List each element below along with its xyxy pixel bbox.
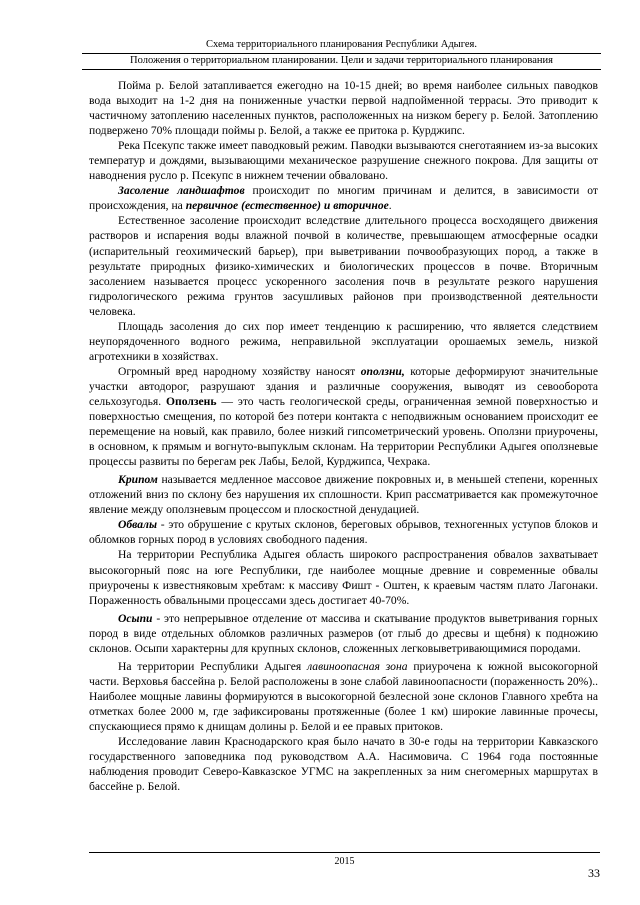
paragraph-natural-salinization: Естественное засоление происходит вследствие длительного процесса восходящего движения растворов и испарения воды влажной почвой в количестве, превышающем атмосферные осадки (испарительный геохимический барьер), при выветривании почвообразующих пород, а также в результате природных физико-химических и биологических процессов в почве. Вторичным засолением называется процесс ускоренного засоления почв в результате резкого нарушения гидрологического режима грунтов засушливых районов при производственной деятельности человека. <box>89 214 598 318</box>
paragraph-rockfall-area: На территории Республика Адыгея область широкого распространения обвалов захватывает высокогорный пояс на юге Республики, где наиболее мощные древние и современные обвалы приурочены к известняковым хребтам: к массиву Фишт - Оштен, к краевым частям плато Лагонаки. Пораженность обвальными процессами здесь достигает 40-70%. <box>89 548 598 607</box>
term-avalanche-zone: лавиноопасная зона <box>307 659 408 673</box>
paragraph-creep <box>89 472 598 517</box>
paragraph-screes <box>89 611 598 656</box>
paragraph-text: приурочена к южной высокогорной части. Верховья бассейна р. Белой расположены в зоне слабой лавиноопасности (пораженность 20%).. Наиболее мощные лавины формируются в высокогорной безлесной зоне склонов Главного хребта на отметках более 2000 м, где зафиксированы протяженные (более 1 км) широкие лавинные прочесы, спускающиеся прямо к днищам долины р. Белой и ее правых притоков. <box>89 659 598 733</box>
term-salinization-types: первичное (естественное) и вторичное <box>185 199 389 213</box>
paragraph-salinization-intro <box>89 183 598 213</box>
header-divider-bottom <box>82 69 601 70</box>
paragraph-avalanche-zone <box>89 659 598 734</box>
paragraph-text: На территории Республики Адыгея <box>118 659 308 673</box>
paragraph-landslides <box>89 364 598 469</box>
paragraph-text: . <box>388 199 392 213</box>
term-landslides: оползни, <box>360 364 405 378</box>
paragraph-avalanche-research: Исследование лавин Краснодарского края было начато в 30-е годы на территории Кавказского государственного заповедника под руководством А.А. Насимовича. С 1964 года постоянные наблюдения проводит Северо-Кавказское УГМС на закрепленных за ним снегомерных маршрутах в бассейне р. Белой. <box>89 735 598 794</box>
body-text <box>89 78 598 794</box>
term-rockfalls: Обвалы <box>118 518 158 532</box>
paragraph-floodplain: Пойма р. Белой затапливается ежегодно на 10-15 дней; во время наиболее сильных паводков вода выходит на 1-2 дня на пониженные участки первой надпойменной террасы. Это приводит к частичному затоплению населенных пунктов, расположенных на низком берегу р. Белой. Затоплению подвержено 70% площади поймы р. Белой, а также ее притока р. Курджипс. <box>89 79 598 138</box>
paragraph-text: - это обрушение с крутых склонов, береговых обрывов, техногенных уступов блоков и обломков горных пород в условиях свободного падения. <box>89 518 598 547</box>
term-salinization: Засоление ландшафтов <box>118 184 245 198</box>
term-creep: Крипом <box>118 473 158 487</box>
paragraph-salinization-area: Площадь засоления до сих пор имеет тенденцию к расширению, что является следствием неупорядоченного водного режима, неправильной эксплуатации орошаемых земель, низкой агротехники в хозяйствах. <box>89 319 598 363</box>
paragraph-text: Огромный вред народному хозяйству наносят <box>118 364 361 378</box>
footer-divider <box>89 852 600 853</box>
paragraph-text: называется медленное массовое движение покровных и, в меньшей степени, коренных отложений вниз по склону без нарушения их сплошности. Крип рассматривается как промежуточное явление между оползневым процессом и плоскостной денудацией. <box>89 473 598 517</box>
paragraph-text: — это часть геологической среды, ограниченная земной поверхностью и поверхностью смещения, по которой без потери контакта с неподвижным основанием происходит ее перемещение на новый, как правило, более низкий гипсометрический уровень. Оползни приурочены, в основном, к прямым и вогнуто-выпуклым склонам. На территории Республики Адыгея оползневые процессы развиты по берегам рек Лабы, Белой, Курджипса, Чехрака. <box>89 394 598 469</box>
term-screes: Осыпи <box>118 611 153 625</box>
paragraph-text: происходит по многим причинам и делится, в зависимости от происхождения, на <box>89 184 598 213</box>
page-number: 33 <box>588 866 600 880</box>
paragraph-psekups: Река Псекупс также имеет паводковый режим. Паводки вызываются снеготаянием из-за высоких температур и дождями, вызывающими механическое разрушение снежного покрова. Для защиты от наводнения русло р. Псекупс в нижнем течении обваловано. <box>89 139 598 183</box>
running-header <box>82 38 601 70</box>
paragraph-text: которые деформируют значительные участки автодорог, разрушают здания и различные сооружения, выводят из севооборота сельхозугодья. <box>89 364 598 408</box>
term-landslide: Оползень <box>166 394 217 408</box>
header-title: Схема территориального планирования Республики Адыгея. <box>205 39 477 50</box>
paragraph-text: - это непрерывное отделение от массива и скатывание продуктов выветривания горных пород в виде отдельных обломков различных размеров (от глыб до дресвы и щебня) к подножию склонов. Осыпи характерны для крупных склонов, сложенных легковыветривающимися породами. <box>89 611 598 655</box>
footer-year: 2015 <box>334 856 355 867</box>
header-subtitle: Положения о территориальном планировании. Цели и задачи территориального планирования <box>130 55 553 66</box>
paragraph-rockfalls <box>89 517 598 547</box>
